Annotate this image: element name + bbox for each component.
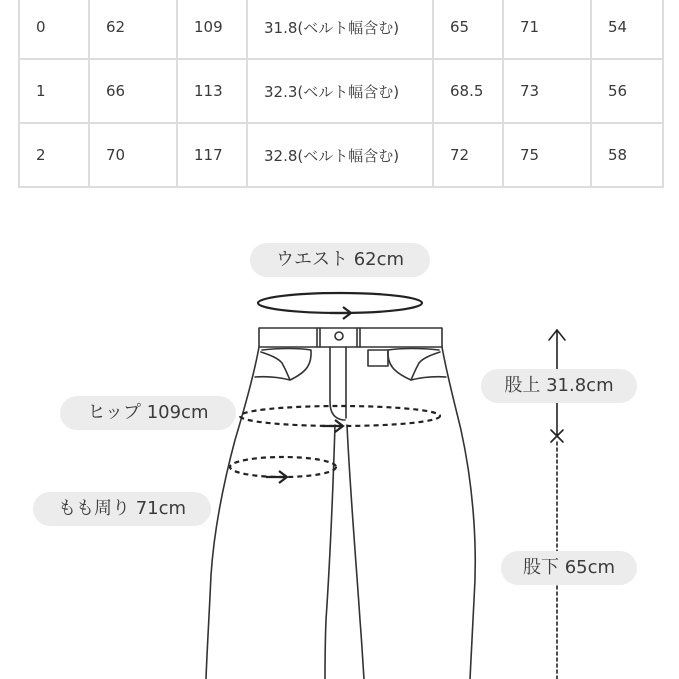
waist-label: ウエスト 62cm bbox=[250, 243, 430, 277]
waistband bbox=[259, 328, 442, 347]
table-cell: 117 bbox=[177, 123, 247, 187]
button bbox=[335, 332, 343, 340]
coin-pocket bbox=[368, 350, 388, 366]
table-cell: 113 bbox=[177, 59, 247, 123]
table-cell: 70 bbox=[89, 123, 177, 187]
table-cell: 56 bbox=[591, 59, 663, 123]
table-cell: 2 bbox=[19, 123, 89, 187]
inseam-label: 股下 65cm bbox=[501, 551, 637, 585]
hip-arrow-icon bbox=[322, 420, 343, 432]
table-cell: 75 bbox=[503, 123, 591, 187]
table-cell: 65 bbox=[433, 0, 503, 59]
table-cell: 32.8(ベルト幅含む) bbox=[247, 123, 433, 187]
rise-label: 股上 31.8cm bbox=[481, 369, 637, 403]
thigh-label: もも周り 71cm bbox=[33, 492, 211, 526]
table-cell: 1 bbox=[19, 59, 89, 123]
table-cell: 109 bbox=[177, 0, 247, 59]
table-cell: 0 bbox=[19, 0, 89, 59]
waist-measure-ellipse bbox=[258, 293, 422, 313]
table-cell: 68.5 bbox=[433, 59, 503, 123]
table-cell: 62 bbox=[89, 0, 177, 59]
table-cell: 71 bbox=[503, 0, 591, 59]
table-cell: 73 bbox=[503, 59, 591, 123]
right-pocket bbox=[411, 352, 446, 380]
table-cell: 72 bbox=[433, 123, 503, 187]
table-cell: 32.3(ベルト幅含む) bbox=[247, 59, 433, 123]
fly-stitch bbox=[330, 347, 345, 420]
table-cell: 58 bbox=[591, 123, 663, 187]
table-cell: 31.8(ベルト幅含む) bbox=[247, 0, 433, 59]
waist-arrow-icon bbox=[330, 307, 351, 319]
thigh-arrow-icon bbox=[266, 471, 287, 483]
table-cell: 66 bbox=[89, 59, 177, 123]
table-cell: 54 bbox=[591, 0, 663, 59]
hip-label: ヒップ 109cm bbox=[60, 396, 236, 430]
left-pocket bbox=[255, 352, 290, 380]
